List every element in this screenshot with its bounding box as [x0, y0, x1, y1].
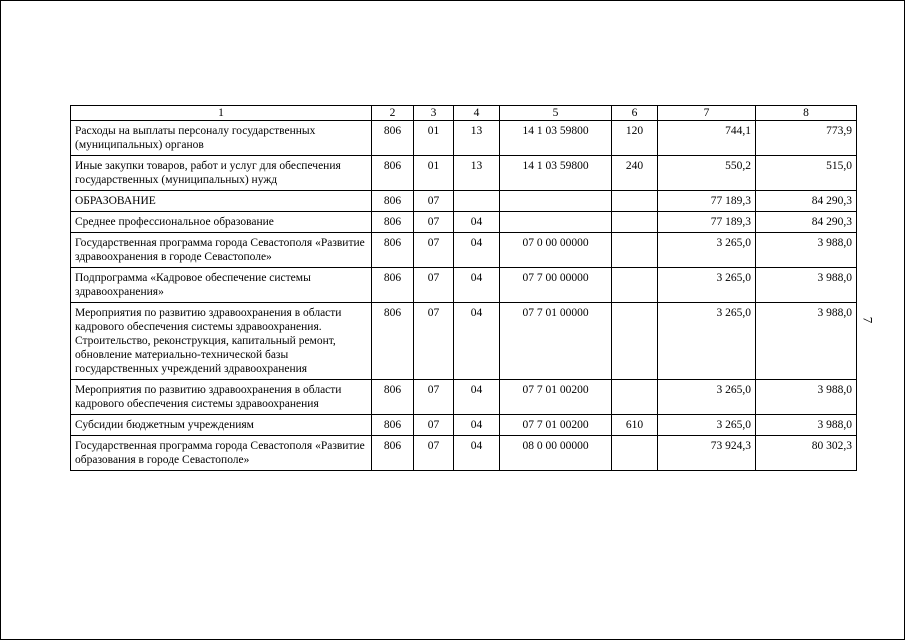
cell-amount-year2: 3 988,0	[756, 415, 857, 436]
table-row	[71, 156, 857, 191]
cell-target-article: 07 7 00 00000	[500, 268, 612, 303]
cell-amount-year1: 550,2	[658, 156, 756, 191]
cell-amount-year2: 84 290,3	[756, 212, 857, 233]
cell-expense-type	[612, 233, 658, 268]
cell-section: 07	[414, 233, 454, 268]
cell-expense-type: 120	[612, 121, 658, 156]
table-row	[71, 303, 857, 380]
column-header-amount-year2: 8	[756, 106, 857, 121]
cell-name: Мероприятия по развитию здравоохранения в области кадрового обеспечения системы здравоохранения	[71, 380, 372, 415]
cell-section: 01	[414, 156, 454, 191]
cell-amount-year1: 3 265,0	[658, 303, 756, 380]
table-body	[71, 121, 857, 471]
cell-target-article	[500, 212, 612, 233]
column-header-grbs: 2	[372, 106, 414, 121]
cell-subsection: 13	[454, 121, 500, 156]
table-row	[71, 191, 857, 212]
cell-target-article	[500, 191, 612, 212]
cell-amount-year2: 3 988,0	[756, 233, 857, 268]
cell-amount-year2: 3 988,0	[756, 380, 857, 415]
cell-subsection: 13	[454, 156, 500, 191]
cell-name: Расходы на выплаты персоналу государственных (муниципальных) органов	[71, 121, 372, 156]
table-row	[71, 233, 857, 268]
cell-amount-year2: 773,9	[756, 121, 857, 156]
cell-grbs: 806	[372, 303, 414, 380]
column-header-expense-type: 6	[612, 106, 658, 121]
cell-expense-type	[612, 380, 658, 415]
cell-amount-year1: 3 265,0	[658, 415, 756, 436]
budget-table	[70, 105, 857, 471]
table-row	[71, 121, 857, 156]
cell-amount-year1: 744,1	[658, 121, 756, 156]
cell-grbs: 806	[372, 191, 414, 212]
table-row	[71, 212, 857, 233]
cell-grbs: 806	[372, 380, 414, 415]
cell-amount-year2: 84 290,3	[756, 191, 857, 212]
cell-subsection: 04	[454, 303, 500, 380]
cell-grbs: 806	[372, 121, 414, 156]
cell-section: 07	[414, 212, 454, 233]
cell-section: 07	[414, 415, 454, 436]
column-header-amount-year1: 7	[658, 106, 756, 121]
cell-target-article: 07 7 01 00200	[500, 380, 612, 415]
cell-expense-type	[612, 436, 658, 471]
cell-amount-year2: 80 302,3	[756, 436, 857, 471]
cell-name: Среднее профессиональное образование	[71, 212, 372, 233]
table-row	[71, 268, 857, 303]
cell-subsection: 04	[454, 436, 500, 471]
cell-name: Субсидии бюджетным учреждениям	[71, 415, 372, 436]
cell-section: 07	[414, 436, 454, 471]
cell-amount-year1: 3 265,0	[658, 233, 756, 268]
cell-section: 07	[414, 191, 454, 212]
cell-target-article: 07 0 00 00000	[500, 233, 612, 268]
cell-subsection: 04	[454, 380, 500, 415]
cell-name: Государственная программа города Севастополя «Развитие образования в городе Севастополе»	[71, 436, 372, 471]
cell-target-article: 07 7 01 00200	[500, 415, 612, 436]
cell-grbs: 806	[372, 156, 414, 191]
cell-amount-year2: 3 988,0	[756, 268, 857, 303]
cell-section: 07	[414, 268, 454, 303]
cell-grbs: 806	[372, 415, 414, 436]
table-row	[71, 415, 857, 436]
column-header-target-article: 5	[500, 106, 612, 121]
cell-name: Иные закупки товаров, работ и услуг для обеспечения государственных (муниципальных) нужд	[71, 156, 372, 191]
cell-target-article: 07 7 01 00000	[500, 303, 612, 380]
cell-expense-type: 610	[612, 415, 658, 436]
cell-name: ОБРАЗОВАНИЕ	[71, 191, 372, 212]
cell-amount-year1: 3 265,0	[658, 268, 756, 303]
cell-amount-year1: 73 924,3	[658, 436, 756, 471]
cell-name: Подпрограмма «Кадровое обеспечение системы здравоохранения»	[71, 268, 372, 303]
cell-expense-type	[612, 212, 658, 233]
cell-grbs: 806	[372, 268, 414, 303]
cell-target-article: 08 0 00 00000	[500, 436, 612, 471]
cell-grbs: 806	[372, 212, 414, 233]
cell-subsection	[454, 191, 500, 212]
cell-section: 01	[414, 121, 454, 156]
cell-subsection: 04	[454, 415, 500, 436]
cell-grbs: 806	[372, 436, 414, 471]
cell-expense-type	[612, 268, 658, 303]
column-header-name: 1	[71, 106, 372, 121]
cell-subsection: 04	[454, 268, 500, 303]
cell-subsection: 04	[454, 233, 500, 268]
cell-amount-year1: 77 189,3	[658, 191, 756, 212]
cell-amount-year1: 77 189,3	[658, 212, 756, 233]
header-row	[71, 106, 857, 121]
cell-name: Государственная программа города Севастополя «Развитие здравоохранения в городе Севастополе»	[71, 233, 372, 268]
cell-amount-year2: 515,0	[756, 156, 857, 191]
table-row	[71, 436, 857, 471]
cell-target-article: 14 1 03 59800	[500, 156, 612, 191]
cell-expense-type	[612, 303, 658, 380]
cell-expense-type: 240	[612, 156, 658, 191]
cell-subsection: 04	[454, 212, 500, 233]
cell-amount-year1: 3 265,0	[658, 380, 756, 415]
column-header-subsection: 4	[454, 106, 500, 121]
cell-target-article: 14 1 03 59800	[500, 121, 612, 156]
cell-grbs: 806	[372, 233, 414, 268]
cell-name: Мероприятия по развитию здравоохранения в области кадрового обеспечения системы здравоохранения. Строительство, реконструкция, капитальный ремонт, обновление материально-технической базы государственных учреждений здравоохранения	[71, 303, 372, 380]
cell-section: 07	[414, 303, 454, 380]
table-row	[71, 380, 857, 415]
cell-amount-year2: 3 988,0	[756, 303, 857, 380]
cell-expense-type	[612, 191, 658, 212]
page-number: 7	[860, 316, 876, 324]
cell-section: 07	[414, 380, 454, 415]
column-header-section: 3	[414, 106, 454, 121]
